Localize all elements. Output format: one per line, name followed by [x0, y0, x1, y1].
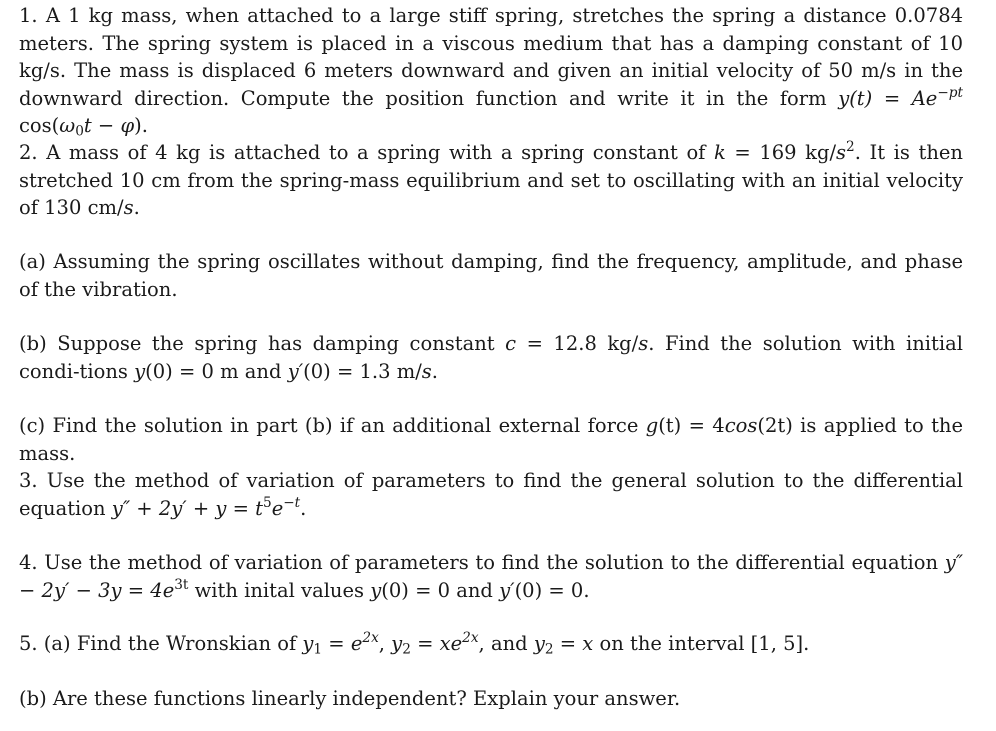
problem-2-text: A mass of 4 kg is attached to a spring with a spring constant of k = 169 $kg/s^2$. It is then stretched 10 cm from the spring-mass equilibrium and set to oscillating with an initial velocity of 130 cm/s.	[19, 138, 963, 219]
problem-5a-text: Find the Wronskian of $y_1 = e^{2x}$, $y_2 = xe^{2x}$, and $y_2 = x$ on the interval [1, 5].	[76, 629, 810, 658]
problem-5b	[19, 685, 963, 713]
problem-2a-text: Assuming the spring oscillates without damping, find the frequency, amplitude, and phase of the vibration.	[19, 250, 963, 301]
problem-1-number: 1.	[19, 4, 38, 27]
problem-2c-text: Find the solution in part (b) if an additional external force g(t) = 4cos(2t) is applied to the mass.	[19, 414, 964, 465]
problem-5b-label: (b)	[19, 687, 47, 710]
problem-2c-label: (c)	[19, 414, 46, 437]
problem-2a-label: (a)	[19, 250, 46, 273]
problem-5b-text: Are these functions linearly independent? Explain your answer.	[52, 687, 681, 710]
problem-2c	[19, 412, 963, 467]
problem-5a	[19, 630, 963, 658]
problem-1	[19, 2, 963, 140]
problem-2-number: 2.	[19, 141, 38, 164]
problem-4-number: 4.	[19, 551, 38, 574]
problem-4-equation: $y'' - 2y' - 3y = 4e^{3t}$ with inital values y(0) = 0 and y′(0) = 0.	[19, 551, 964, 602]
problem-2b-label: (b)	[19, 332, 47, 355]
problem-4	[19, 549, 963, 604]
problem-1-formula: $y(t) = Ae^{-pt}$ $\cos(\omega_0t - \varphi)$.	[19, 84, 963, 140]
problem-3-number: 3.	[19, 469, 38, 492]
problem-3-equation: $y'' + 2y' + y = t^5e^{-t}$.	[111, 494, 307, 520]
problem-2	[19, 139, 963, 222]
problem-5a-label: 5. (a)	[19, 632, 71, 655]
problem-2b	[19, 330, 963, 385]
problem-3	[19, 467, 963, 522]
problem-2a	[19, 248, 963, 303]
problem-3-text: Use the method of variation of parameters to find the general solution to the differential equation	[19, 469, 963, 520]
problem-2b-text: Suppose the spring has damping constant c = 12.8 kg/s. Find the solution with initial condi-tions y(0) = 0 m and y′(0) = 1.3 m/s.	[19, 332, 963, 383]
problem-4-text: Use the method of variation of parameters to find the solution to the differential equation	[44, 551, 939, 574]
problem-1-text: A 1 kg mass, when attached to a large stiff spring, stretches the spring a distance 0.0784 meters. The spring system is placed in a viscous medium that has a damping constant of 10 kg/s. The mass is displaced 6 meters downward and given an initial velocity of 50 m/s in the downward direction. Compute the position function and write it in the form	[19, 4, 964, 110]
